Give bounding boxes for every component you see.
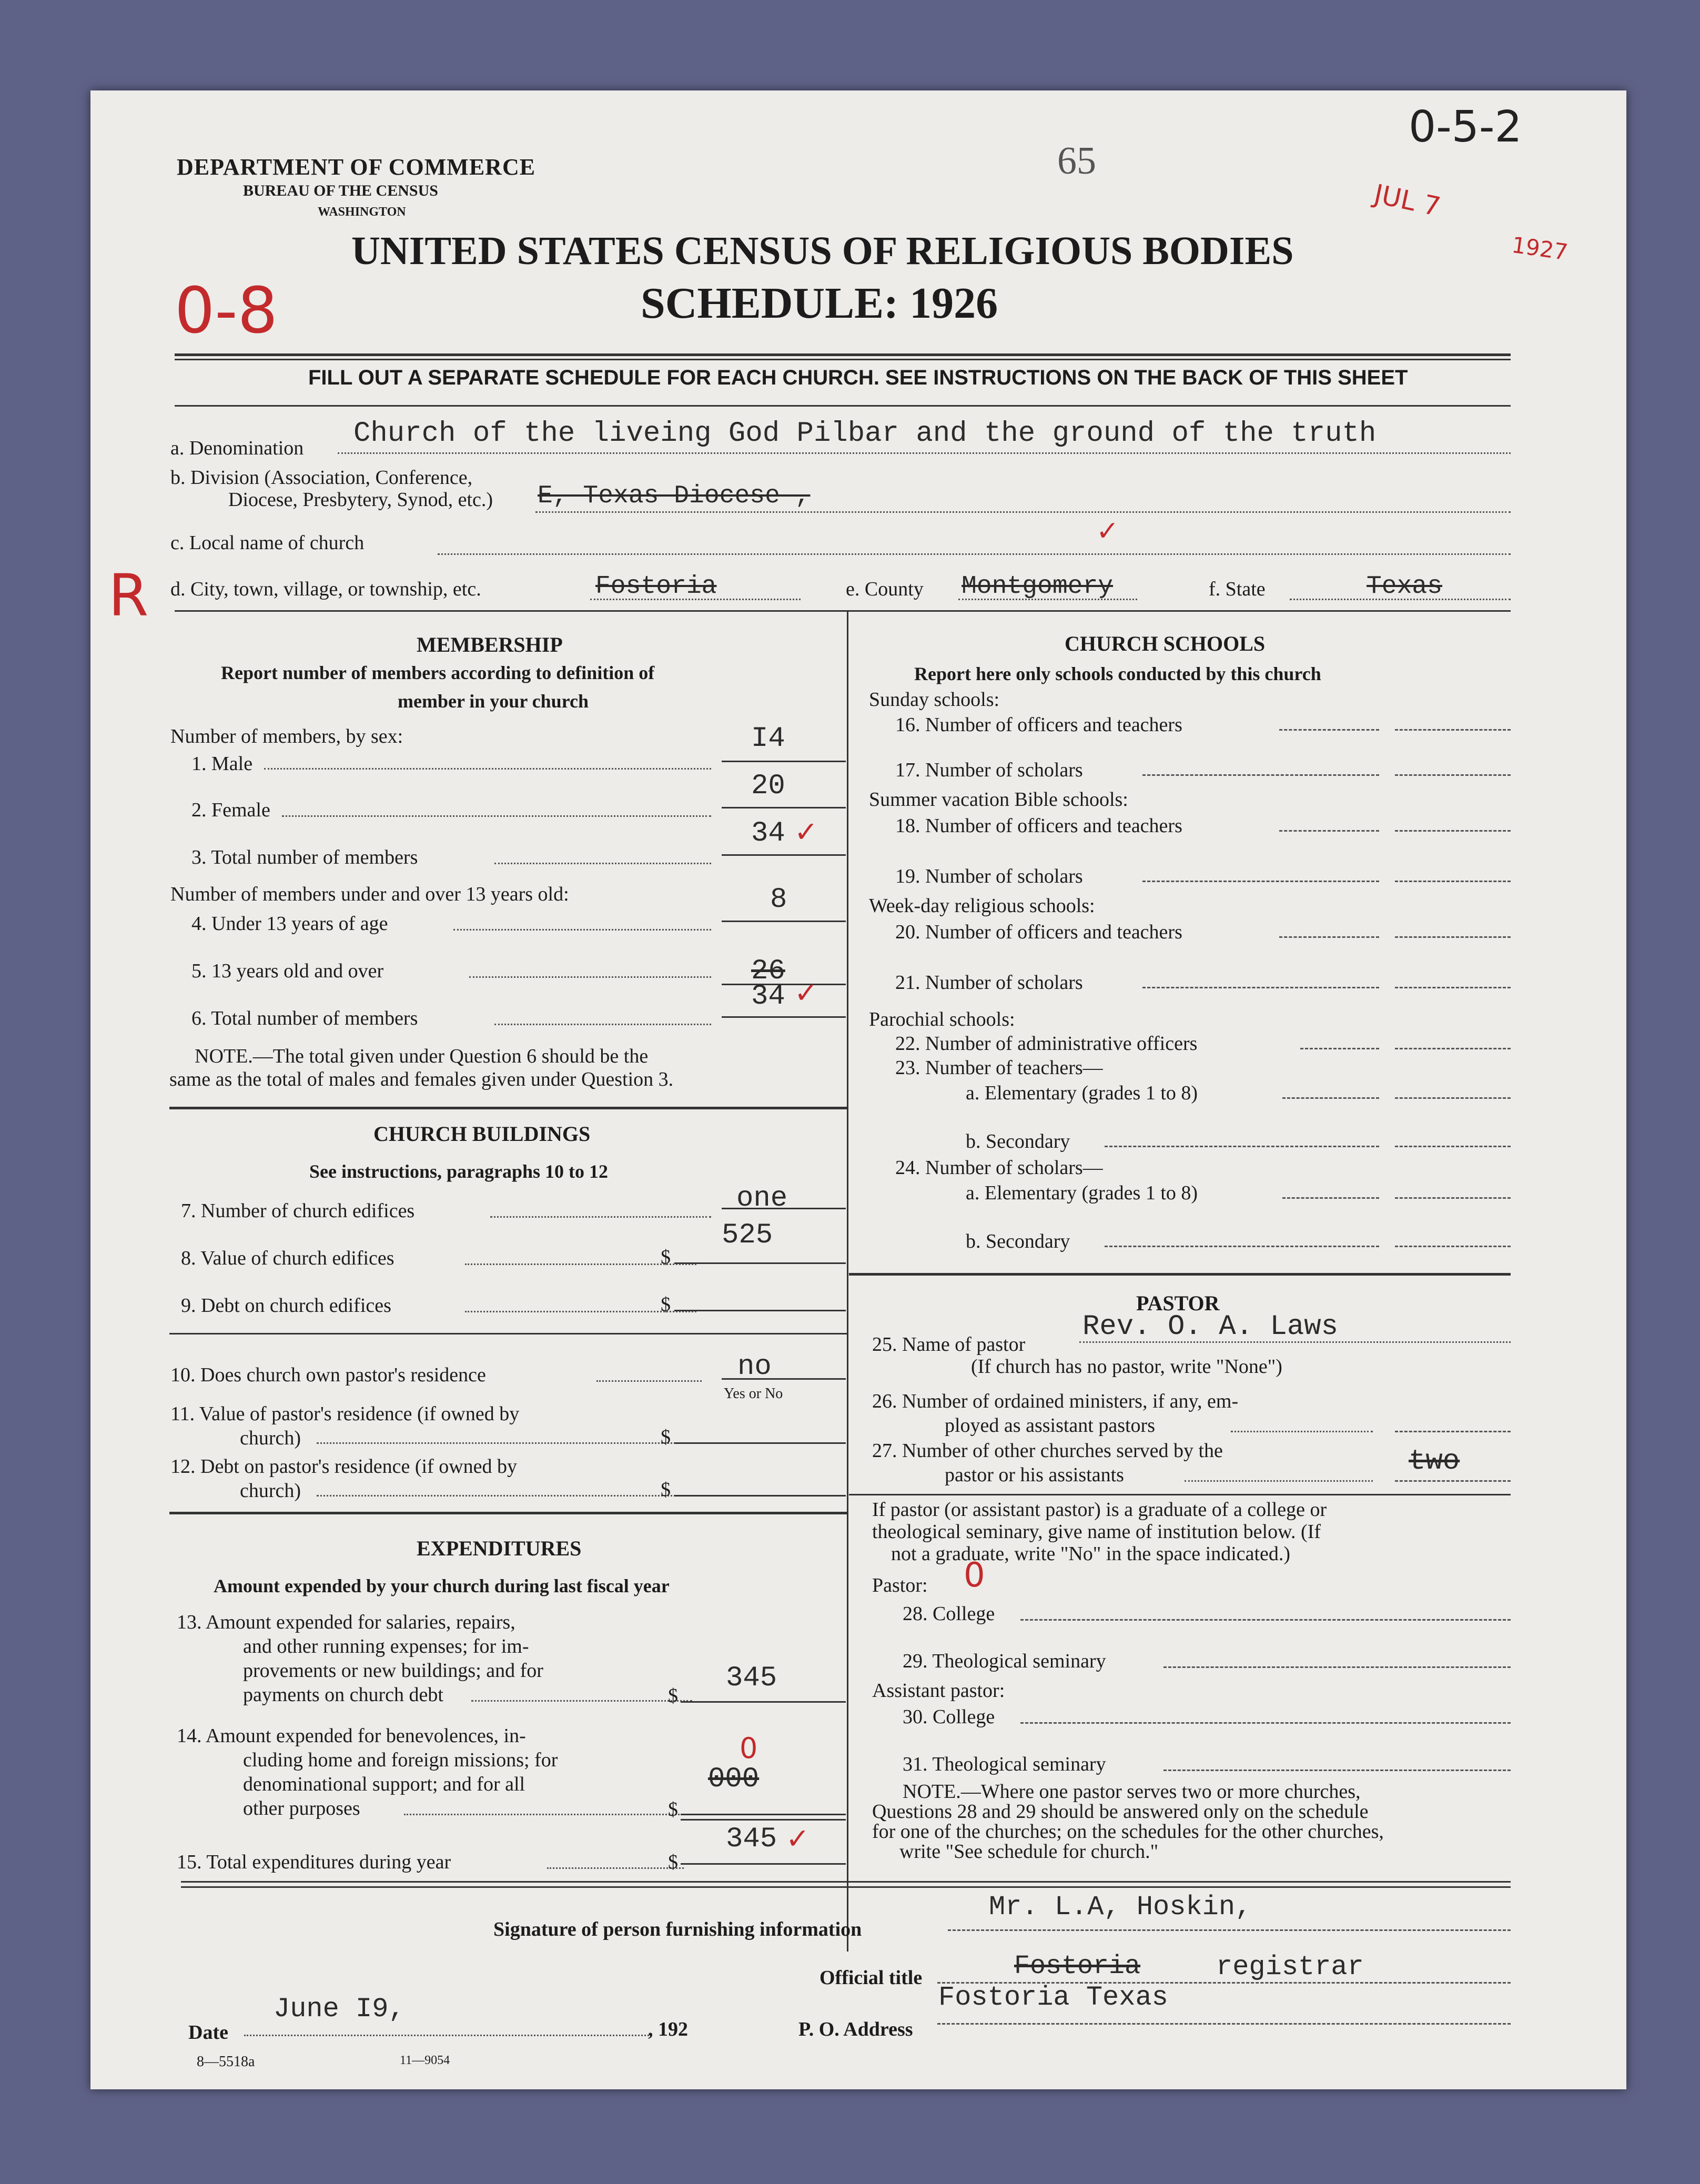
q3-leader [494, 863, 711, 864]
denomination-value: Church of the liveing God Pilbar and the ground of the truth [353, 418, 1377, 450]
q14-value: 000 [708, 1763, 760, 1795]
city-value: Fostoria [595, 572, 717, 601]
q3-answer-line [722, 854, 846, 856]
q8-value: 525 [722, 1219, 773, 1251]
q12-leader [317, 1495, 695, 1497]
graduate-instruction-3: not a graduate, write "No" in the space indicated.) [891, 1543, 1291, 1565]
q19-label: 19. Number of scholars [895, 865, 1083, 887]
city-label: d. City, town, village, or township, etc. [170, 578, 481, 600]
q3-check-mark: ✓ [794, 815, 818, 848]
q30-answer-line [1020, 1722, 1511, 1724]
denomination-line [338, 452, 1511, 454]
q18-leader [1279, 830, 1379, 832]
q6-total-value: 34 [751, 980, 785, 1013]
city-heading: WASHINGTON [318, 205, 406, 219]
q6-total-label: 6. Total number of members [191, 1007, 418, 1029]
q4-leader [453, 929, 711, 931]
q28-label: 28. College [903, 1603, 995, 1625]
assistant-pastor-subheading: Assistant pastor: [872, 1680, 1005, 1702]
instructions-line: FILL OUT A SEPARATE SCHEDULE FOR EACH CHURCH. SEE INSTRUCTIONS ON THE BACK OF THIS SHEET [308, 366, 1408, 389]
q3-total-label: 3. Total number of members [191, 846, 418, 868]
q8-answer-line [674, 1262, 846, 1264]
q16-answer-line [1395, 729, 1511, 731]
q15-value: 345 [726, 1823, 777, 1855]
q24a-leader [1282, 1197, 1379, 1199]
q17-label: 17. Number of scholars [895, 759, 1083, 781]
q14-label-1: 14. Amount expended for benevolences, in- [177, 1725, 526, 1747]
q23-label: 23. Number of teachers— [895, 1057, 1103, 1079]
q9-answer-line [674, 1310, 846, 1311]
print-number: 11—9054 [400, 2054, 450, 2067]
q23b-answer-line [1395, 1146, 1511, 1147]
state-label: f. State [1209, 578, 1266, 600]
q22-label: 22. Number of administrative officers [895, 1033, 1198, 1055]
q27-value: two [1409, 1445, 1460, 1478]
q14-answer-line-double [681, 1819, 846, 1821]
q19-leader [1142, 881, 1379, 882]
pastor-heading: PASTOR [1136, 1291, 1220, 1315]
signature-value: Mr. L.A, Hoskin, [989, 1892, 1252, 1923]
q8-label: 8. Value of church edifices [181, 1247, 394, 1269]
q6-check-mark: ✓ [794, 976, 818, 1009]
q27-label-1: 27. Number of other churches served by the [872, 1440, 1223, 1462]
q4-answer-line [722, 921, 846, 922]
header-rule [175, 353, 1511, 356]
q22-leader [1300, 1048, 1379, 1049]
members-by-age-label: Number of members under and over 13 years old: [170, 883, 569, 905]
graduate-instruction-2: theological seminary, give name of institution below. (If [872, 1521, 1321, 1543]
expenditures-heading: EXPENDITURES [417, 1536, 582, 1560]
q13-leader [471, 1700, 692, 1702]
q24a-label: a. Elementary (grades 1 to 8) [966, 1182, 1198, 1204]
q6-leader [494, 1024, 711, 1025]
summer-schools-label: Summer vacation Bible schools: [869, 788, 1128, 811]
schools-heading: CHURCH SCHOOLS [1065, 632, 1266, 655]
form-title: UNITED STATES CENSUS OF RELIGIOUS BODIES [351, 229, 1294, 273]
q2-female-label: 2. Female [191, 799, 270, 821]
date-value: June I9, [274, 1994, 405, 2025]
pastor-note-2: Questions 28 and 29 should be answered only on the schedule [872, 1801, 1369, 1823]
q25-label: 25. Name of pastor [872, 1333, 1026, 1356]
q25-note: (If church has no pastor, write "None") [971, 1356, 1282, 1378]
q13-dollar: $ [668, 1685, 678, 1707]
q14-leader [404, 1814, 683, 1815]
q23b-label: b. Secondary [966, 1130, 1070, 1152]
buildings-sub: See instructions, paragraphs 10 to 12 [309, 1161, 609, 1182]
q7-answer-line [722, 1208, 846, 1209]
q6-answer-line [722, 1016, 846, 1018]
q9-dollar: $ [661, 1293, 671, 1316]
q15-dollar: $ [668, 1851, 678, 1873]
q24-label: 24. Number of scholars— [895, 1157, 1103, 1179]
q14-answer-line [681, 1814, 846, 1815]
q10-label: 10. Does church own pastor's residence [170, 1364, 486, 1386]
q29-label: 29. Theological seminary [903, 1650, 1106, 1672]
received-stamp-year: 1927 [1510, 231, 1570, 266]
q10-value: no [737, 1351, 772, 1383]
section-rule [175, 610, 1511, 612]
q13-label-2: and other running expenses; for im- [243, 1635, 529, 1657]
bureau-heading: BUREAU OF THE CENSUS [243, 182, 438, 199]
q5-over13-label: 5. 13 years old and over [191, 960, 384, 982]
po-address-label: P. O. Address [798, 2018, 913, 2040]
q29-answer-line [1163, 1666, 1511, 1668]
q7-leader [490, 1216, 711, 1218]
q10-leader [596, 1380, 702, 1382]
q13-value: 345 [726, 1662, 777, 1694]
official-title-struck: Fostoria [1014, 1952, 1141, 1981]
q14-dollar: $ [668, 1798, 678, 1821]
q7-label: 7. Number of church edifices [181, 1200, 415, 1222]
signature-label: Signature of person furnishing information [493, 1918, 862, 1940]
q12-label-2: church) [240, 1480, 301, 1502]
q18-label: 18. Number of officers and teachers [895, 815, 1182, 837]
q21-leader [1142, 987, 1379, 988]
q22-answer-line [1395, 1048, 1511, 1049]
membership-end-rule [169, 1107, 847, 1109]
q23a-leader [1282, 1097, 1379, 1099]
q13-answer-line [681, 1701, 846, 1703]
q27-leader [1185, 1480, 1373, 1482]
signature-line [948, 1929, 1511, 1931]
city-line [590, 599, 801, 600]
membership-note-1: NOTE.—The total given under Question 6 should be the [195, 1045, 649, 1067]
q23a-answer-line [1395, 1097, 1511, 1099]
official-title-value: registrar [1216, 1952, 1364, 1983]
pastor-note-3: for one of the churches; on the schedules for the other churches, [872, 1821, 1384, 1843]
q26-leader [1231, 1431, 1373, 1432]
bottom-rule-double [181, 1886, 1511, 1888]
pastor-note-1: NOTE.—Where one pastor serves two or more churches, [903, 1781, 1361, 1803]
q11-label-1: 11. Value of pastor's residence (if owned by [170, 1403, 520, 1425]
q11-leader [317, 1442, 695, 1444]
q11-dollar: $ [661, 1426, 671, 1448]
received-stamp-date: JUL 7 [1371, 178, 1443, 223]
local-name-label: c. Local name of church [170, 532, 365, 554]
q25-answer-line [1079, 1341, 1511, 1343]
q10-answer-line [722, 1378, 846, 1380]
division-label-2: Diocese, Presbytery, Synod, etc.) [228, 489, 493, 511]
q20-leader [1279, 936, 1379, 938]
membership-heading: MEMBERSHIP [417, 633, 563, 656]
q26-answer-line [1395, 1431, 1511, 1432]
pastor-rule [849, 1494, 1511, 1495]
q11-answer-line [674, 1442, 846, 1444]
q16-leader [1279, 729, 1379, 731]
q17-leader [1142, 774, 1379, 776]
q15-check-mark: ✓ [786, 1822, 810, 1855]
q2-answer-line [722, 807, 846, 808]
official-title-label: Official title [819, 1967, 923, 1989]
q14-zero-annotation: 0 [740, 1732, 758, 1765]
q21-answer-line [1395, 987, 1511, 988]
department-heading: DEPARTMENT OF COMMERCE [177, 154, 536, 180]
q19-answer-line [1395, 881, 1511, 882]
q1-leader [264, 768, 711, 770]
membership-sub-1: Report number of members according to definition of [221, 662, 655, 683]
check-mark: ✓ [1096, 515, 1119, 547]
q5-over13-value: 26 [751, 955, 785, 987]
parochial-schools-label: Parochial schools: [869, 1008, 1015, 1030]
q13-label-4: payments on church debt [243, 1684, 443, 1706]
q9-label: 9. Debt on church edifices [181, 1295, 391, 1317]
division-label-1: b. Division (Association, Conference, [170, 467, 473, 489]
q1-male-label: 1. Male [191, 753, 253, 775]
membership-note-2: same as the total of males and females given under Question 3. [169, 1068, 674, 1090]
q20-answer-line [1395, 936, 1511, 938]
graduate-instruction-1: If pastor (or assistant pastor) is a graduate of a college or [872, 1499, 1327, 1521]
pastor-subheading: Pastor: [872, 1574, 928, 1596]
q23a-label: a. Elementary (grades 1 to 8) [966, 1082, 1198, 1104]
q1-answer-line [722, 761, 846, 762]
instructions-rule [175, 405, 1511, 407]
state-value: Texas [1367, 572, 1443, 601]
date-year-suffix: , 192 [648, 2018, 688, 2040]
q4-under13-value: 8 [770, 884, 787, 916]
q26-label-2: ployed as assistant pastors [945, 1414, 1156, 1437]
q26-label-1: 26. Number of ordained ministers, if any, em- [872, 1390, 1239, 1412]
q5-leader [469, 976, 711, 978]
q14-label-4: other purposes [243, 1797, 360, 1819]
local-name-line [438, 553, 1511, 555]
q24b-label: b. Secondary [966, 1230, 1070, 1252]
form-subtitle: SCHEDULE: 1926 [641, 279, 998, 328]
weekday-schools-label: Week-day religious schools: [869, 895, 1095, 917]
q11-label-2: church) [240, 1427, 301, 1449]
q15-answer-line [681, 1863, 846, 1865]
q4-under13-label: 4. Under 13 years of age [191, 913, 388, 935]
q24a-answer-line [1395, 1197, 1511, 1199]
q2-leader [282, 815, 711, 817]
po-address-value: Fostoria Texas [938, 1982, 1168, 2013]
page-number: 65 [1057, 139, 1096, 183]
q7-value: one [736, 1182, 788, 1215]
q12-answer-line [674, 1495, 846, 1497]
q2-female-value: 20 [751, 770, 785, 802]
q16-label: 16. Number of officers and teachers [895, 714, 1182, 736]
members-by-sex-label: Number of members, by sex: [170, 725, 403, 747]
q13-label-3: provements or new buildings; and for [243, 1660, 543, 1682]
po-address-line [937, 2023, 1511, 2025]
r-mark-annotation: R [108, 562, 149, 629]
pastor-zero-annotation: 0 [964, 1556, 985, 1595]
census-schedule-sheet [90, 90, 1626, 2089]
column-divider [847, 610, 848, 1952]
schools-end-rule [849, 1273, 1511, 1276]
q14-label-3: denominational support; and for all [243, 1773, 525, 1795]
q23b-leader [1105, 1146, 1379, 1147]
q12-dollar: $ [661, 1479, 671, 1501]
file-code-annotation: 0-5-2 [1409, 102, 1522, 152]
q24b-leader [1105, 1246, 1379, 1247]
q15-label: 15. Total expenditures during year [177, 1851, 451, 1873]
buildings-heading: CHURCH BUILDINGS [373, 1122, 591, 1146]
q20-label: 20. Number of officers and teachers [895, 921, 1182, 943]
county-line [958, 599, 1137, 600]
q18-answer-line [1395, 830, 1511, 832]
q27-answer-line [1395, 1480, 1511, 1482]
q1-male-value: I4 [751, 723, 785, 755]
q25-pastor-name: Rev. O. A. Laws [1082, 1311, 1339, 1343]
form-number: 8—5518a [197, 2054, 255, 2070]
date-label: Date [188, 2021, 228, 2044]
sunday-schools-label: Sunday schools: [869, 689, 1000, 711]
q13-label-1: 13. Amount expended for salaries, repairs, [177, 1611, 515, 1633]
q3-total-value: 34 [751, 817, 785, 850]
q8-dollar: $ [661, 1246, 671, 1268]
county-label: e. County [846, 578, 924, 600]
q27-label-2: pastor or his assistants [945, 1464, 1124, 1486]
county-value: Montgomery [962, 572, 1114, 601]
q31-answer-line [1163, 1770, 1511, 1771]
q14-label-2: cluding home and foreign missions; for [243, 1749, 558, 1771]
division-value: E, Texas Diocese , [538, 482, 811, 510]
pastor-note-4: write "See schedule for church." [899, 1841, 1159, 1863]
denomination-label: a. Denomination [170, 437, 304, 459]
q9-end-rule [169, 1333, 847, 1334]
division-line [535, 511, 1511, 513]
q31-label: 31. Theological seminary [903, 1753, 1106, 1775]
left-code-annotation: 0-8 [175, 275, 278, 348]
q21-label: 21. Number of scholars [895, 972, 1083, 994]
q12-label-1: 12. Debt on pastor's residence (if owned by [170, 1455, 518, 1478]
q30-label: 30. College [903, 1706, 995, 1728]
q24b-answer-line [1395, 1246, 1511, 1247]
schools-sub: Report here only schools conducted by this church [914, 663, 1321, 684]
buildings-end-rule [169, 1512, 847, 1514]
state-line [1290, 599, 1511, 600]
expenditures-sub: Amount expended by your church during last fiscal year [214, 1575, 670, 1596]
q28-answer-line [1020, 1619, 1511, 1621]
q15-leader [547, 1867, 684, 1869]
date-line [244, 2035, 649, 2036]
yes-or-no-hint: Yes or No [724, 1386, 783, 1402]
header-rule-thin [175, 359, 1511, 360]
bottom-rule [181, 1881, 1511, 1883]
q17-answer-line [1395, 774, 1511, 776]
membership-sub-2: member in your church [398, 691, 589, 712]
